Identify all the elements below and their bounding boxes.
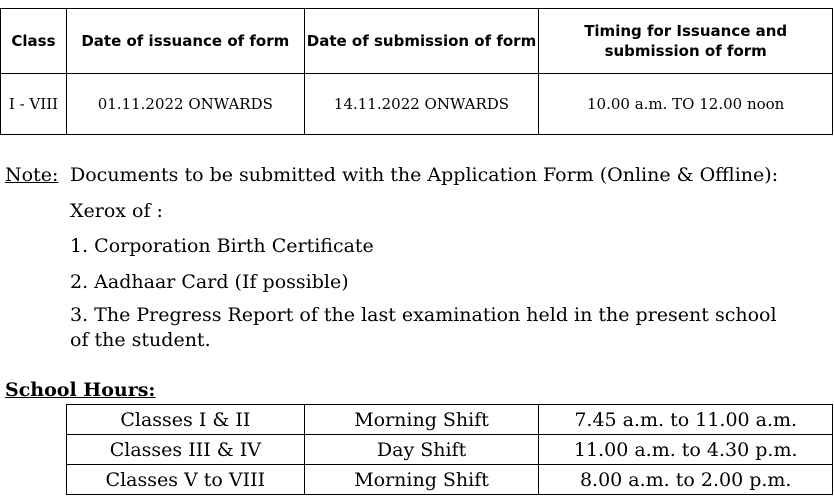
table-row	[67, 435, 833, 465]
note-item: 3. The Pregress Report of the last examination held in the present school	[70, 304, 777, 326]
table-row	[1, 74, 833, 135]
hours-classes: Classes V to VIII	[67, 465, 305, 495]
table-header-row	[1, 9, 833, 74]
note-xerox: Xerox of :	[70, 200, 163, 222]
hours-shift: Morning Shift	[304, 465, 539, 495]
cell-timing: 10.00 a.m. TO 12.00 noon	[539, 74, 833, 135]
school-hours-title: School Hours:	[5, 379, 156, 401]
hours-time: 8.00 a.m. to 2.00 p.m.	[539, 465, 833, 495]
cell-class: I - VIII	[1, 74, 67, 135]
note-intro: Documents to be submitted with the Application Form (Online & Offline):	[70, 164, 779, 186]
note-item: 1. Corporation Birth Certificate	[70, 235, 374, 257]
hours-shift: Day Shift	[304, 435, 539, 465]
note-item: 2. Aadhaar Card (If possible)	[70, 271, 349, 293]
hours-time: 7.45 a.m. to 11.00 a.m.	[539, 405, 833, 435]
school-hours-table	[66, 404, 833, 495]
cell-submission-date: 14.11.2022 ONWARDS	[304, 74, 539, 135]
note-label: Note:	[5, 164, 59, 186]
hours-classes: Classes I & II	[67, 405, 305, 435]
table-row	[67, 465, 833, 495]
note-item: of the student.	[70, 329, 211, 351]
hours-shift: Morning Shift	[304, 405, 539, 435]
cell-issuance-date: 01.11.2022 ONWARDS	[66, 74, 304, 135]
header-submission-date: Date of submission of form	[304, 9, 539, 74]
hours-classes: Classes III & IV	[67, 435, 305, 465]
header-timing: Timing for Issuance and submission of form	[539, 9, 833, 74]
hours-time: 11.00 a.m. to 4.30 p.m.	[539, 435, 833, 465]
header-class: Class	[1, 9, 67, 74]
form-schedule-table	[0, 8, 833, 135]
header-issuance-date: Date of issuance of form	[66, 9, 304, 74]
table-row	[67, 405, 833, 435]
